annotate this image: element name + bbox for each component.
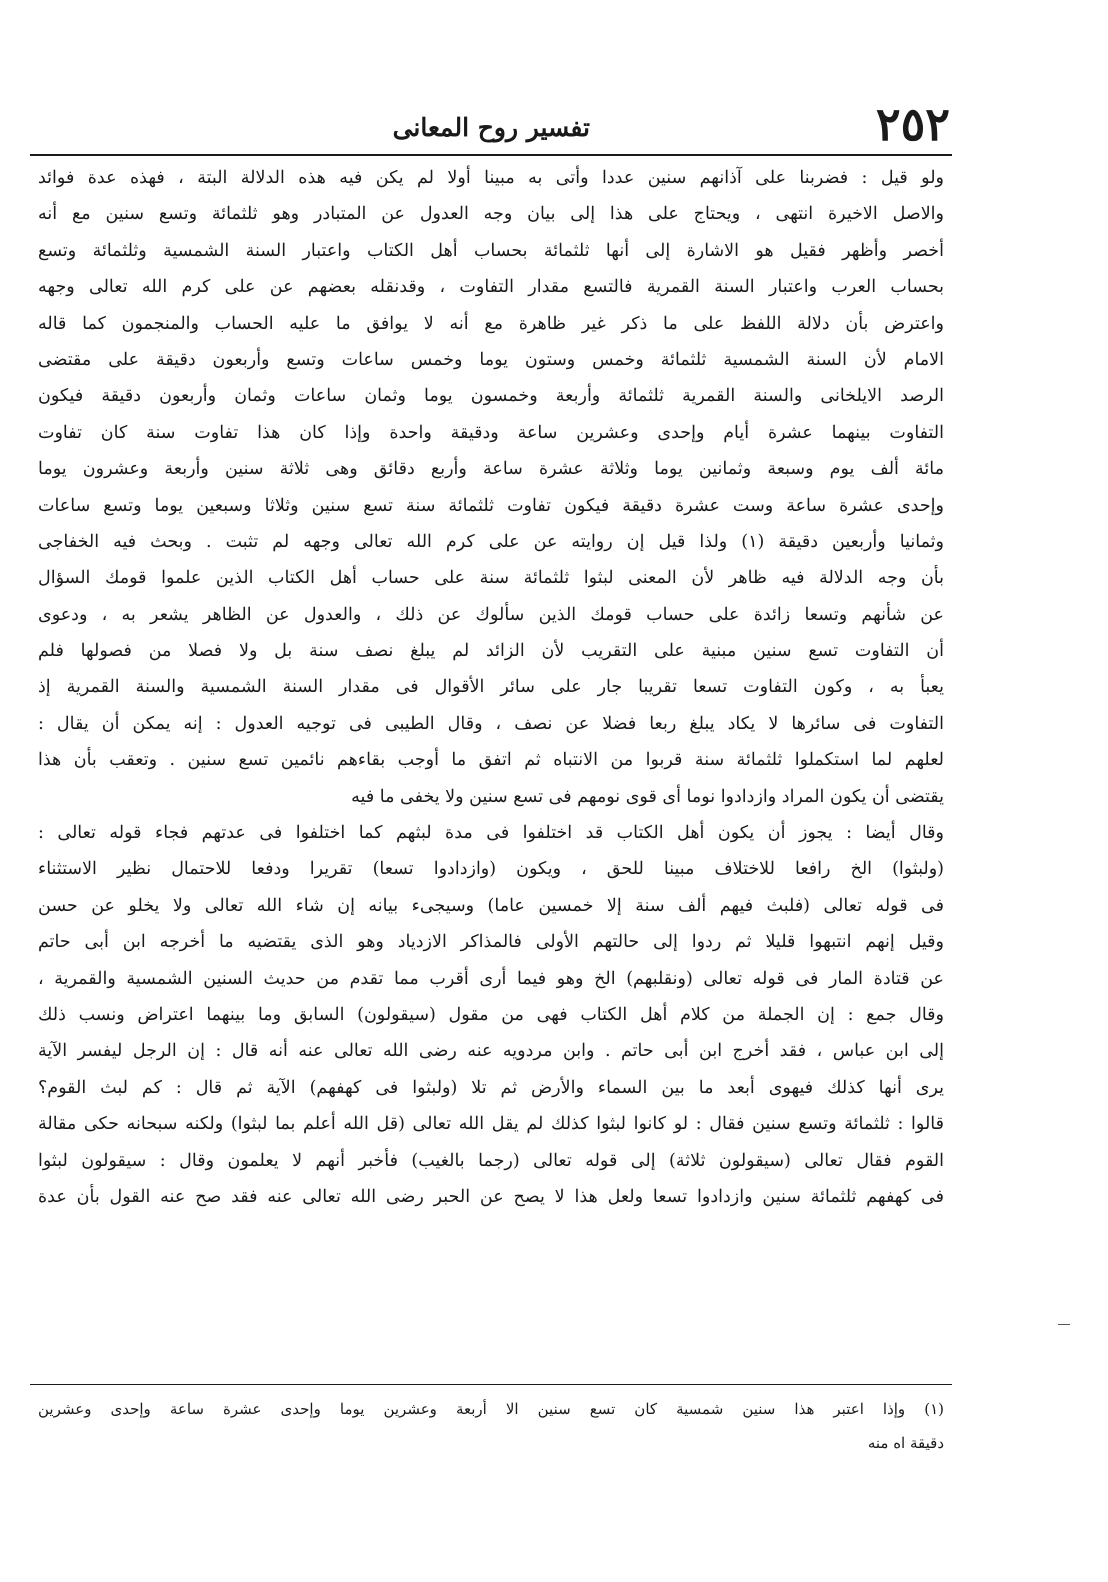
footnote-line: (١) وإذا اعتبر هذا سنين شمسية كان تسع سنين الا أربعة وعشرين يوما وإحدى عشرة ساعة وإحدى وعشرين [38, 1400, 944, 1418]
text-line: أن التفاوت تسع سنين مبنية على التقريب لأن الزائد لم يبلغ نصف سنة بل ولا فصلا من فصولها فلم [38, 641, 944, 662]
text-line: يعبأ به ، وكون التفاوت تسعا تقريبا جار على سائر الأقوال فى مقدار السنة الشمسية والسنة القمرية إذ [38, 677, 944, 698]
text-line: القوم فقال تعالى (سيقولون ثلاثة) إلى قوله تعالى (رجما بالغيب) فأخبر أنهم لا يعلمون وقال : سيقولون لبثوا [38, 1150, 944, 1171]
text-line: والاصل الاخيرة انتهى ، ويحتاج على هذا إلى بيان وجه العدول عن المتبادر وهو ثلثمائة وتسع سنين مع أنه [38, 204, 944, 225]
text-line: الرصد الايلخانى والسنة القمرية ثلثمائة وأربعة وخمسون يوما وثمان ساعات وثمان وأربعون دقيقة فيكون [38, 386, 944, 407]
text-line: يرى أنها كذلك فيهوى أبعد ما بين السماء والأرض ثم تلا (ولبثوا فى كهفهم) الآية ثم قال : كم لبث القوم؟ [38, 1077, 944, 1098]
text-line: عن شأنهم وتسعا زائدة على حساب قومك الذين سألوك عن ذلك ، والعدول عن الظاهر يشعر به ، ودعوى [38, 604, 944, 625]
text-line: قالوا : ثلثمائة وتسع سنين فقال : لو كانوا لبثوا كذلك لم يقل الله تعالى (قل الله أعلم بما لبثوا) ولكنه سبحانه حكى مقالة [38, 1114, 944, 1135]
text-line: واعترض بأن دلالة اللفظ على ما ذكر غير ظاهرة مع أنه لا يوافق ما عليه الحساب والمنجمون كما قاله [38, 313, 944, 334]
text-line: ولو قيل : فضربنا على آذانهم سنين عددا وأتى به مبينا أولا لم يكن فيه هذه الدلالة البتة ، فهذه عدة فوائد [38, 168, 944, 188]
page-number: ٢٥٢ [875, 97, 950, 151]
text-line: (ولبثوا) الخ رافعا للاختلاف مبينا للحق ، ويكون (وازدادوا تسعا) تقريرا ودفعا للاحتمال نظير الاستثناء [38, 859, 944, 880]
text-line: الامام لأن السنة الشمسية ثلثمائة وخمس وستون يوما وخمس ساعات وتسع وأربعون دقيقة على مقتضى [38, 349, 944, 370]
text-line: فى قوله تعالى (فلبث فيهم ألف سنة إلا خمسين عاما) وسيجىء بيانه إن شاء الله تعالى ولا يخلو عن حسن [38, 895, 944, 916]
text-line: عن قتادة المار فى قوله تعالى (ونقلبهم) الخ وهو فيما أرى أقرب مما تقدم من حديث السنين الشمسية والقمرية ، [38, 968, 944, 989]
margin-mark [1058, 1324, 1070, 1325]
text-line: أخصر وأظهر فقيل هو الاشارة إلى أنها ثلثمائة بحساب أهل الكتاب واعتبار السنة الشمسية وثلثمائة وتسع [38, 240, 944, 261]
text-line: إلى ابن عباس ، فقد أخرج ابن أبى حاتم . وابن مردويه عنه رضى الله تعالى عنه أنه قال : إن الرجل ليفسر الآية [38, 1041, 944, 1062]
text-line: وثمانيا وأربعين دقيقة (١) ولذا قيل إن روايته عن على كرم الله تعالى وجهه لم تثبت . وبحث فيه الخفاجى [38, 531, 944, 552]
header-rule [30, 154, 952, 156]
footnote-rule [30, 1384, 952, 1385]
text-line: وقال جمع : إن الجملة من كلام أهل الكتاب فهى من مقول (سيقولون) السابق وما بينهما اعتراض ونسب ذلك [38, 1004, 944, 1025]
main-text [38, 160, 944, 1370]
text-line: التفاوت فى سائرها لا يكاد يبلغ ربعا فضلا عن نصف ، وقال الطيبى فى توجيه العدول : إنه يمكن أن يقال : [38, 713, 944, 734]
text-line: وقال أيضا : يجوز أن يكون أهل الكتاب قد اختلفوا فى مدة لبثهم كما اختلفوا فى عدتهم فجاء قوله تعالى : [38, 823, 944, 844]
text-line: وقيل إنهم انتبهوا قليلا ثم ردوا إلى حالتهم الأولى فالمذاكر الازدياد وهو الذى يقتضيه ما أخرجه ابن أبى حاتم [38, 932, 944, 953]
text-line: وإحدى عشرة ساعة وست عشرة دقيقة فيكون تفاوت ثلثمائة سنة تسع سنين وثلاثا وسبعين يوما وتسع ساعات [38, 495, 944, 516]
text-line: بأن وجه الدلالة فيه ظاهر لأن المعنى لبثوا ثلثمائة سنة على حساب أهل الكتاب الذين علموا قومك السؤال [38, 568, 944, 589]
text-line: التفاوت بينهما عشرة أيام وإحدى وعشرين ساعة ودقيقة واحدة وإذا كان هذا تفاوت سنة كان تفاوت [38, 422, 944, 443]
text-line: مائة ألف يوم وسبعة وثمانين يوما وثلاثة عشرة ساعة وأربع دقائق وهى ثلاثة سنين وأربعة وعشرون يوما [38, 459, 944, 480]
text-line: لعلهم لما استكملوا ثلثمائة سنة قربوا من الانتباه ثم اتفق ما أوجب بقاءهم نائمين تسع سنين . وتعقب بأن هذا [38, 750, 944, 771]
footnotes [38, 1392, 944, 1460]
footnote-line: دقيقة اه منه [867, 1434, 944, 1452]
text-line: فى كهفهم ثلثمائة سنين وازدادوا تسعا ولعل هذا لا يصح عن الحبر رضى الله تعالى عنه فقد صح عنه القول بأن عدة [38, 1186, 944, 1207]
text-line: يقتضى أن يكون المراد وازدادوا نوما أى قوى نومهم فى تسع سنين ولا يخفى ما فيه [351, 786, 944, 807]
page-header [30, 96, 950, 156]
running-title: تفسير روح المعانى [392, 113, 590, 142]
text-line: بحساب العرب واعتبار السنة القمرية فالتسع مقدار التفاوت ، وقدنقله بعضهم عن على كرم الله تعالى وجهه [38, 277, 944, 298]
